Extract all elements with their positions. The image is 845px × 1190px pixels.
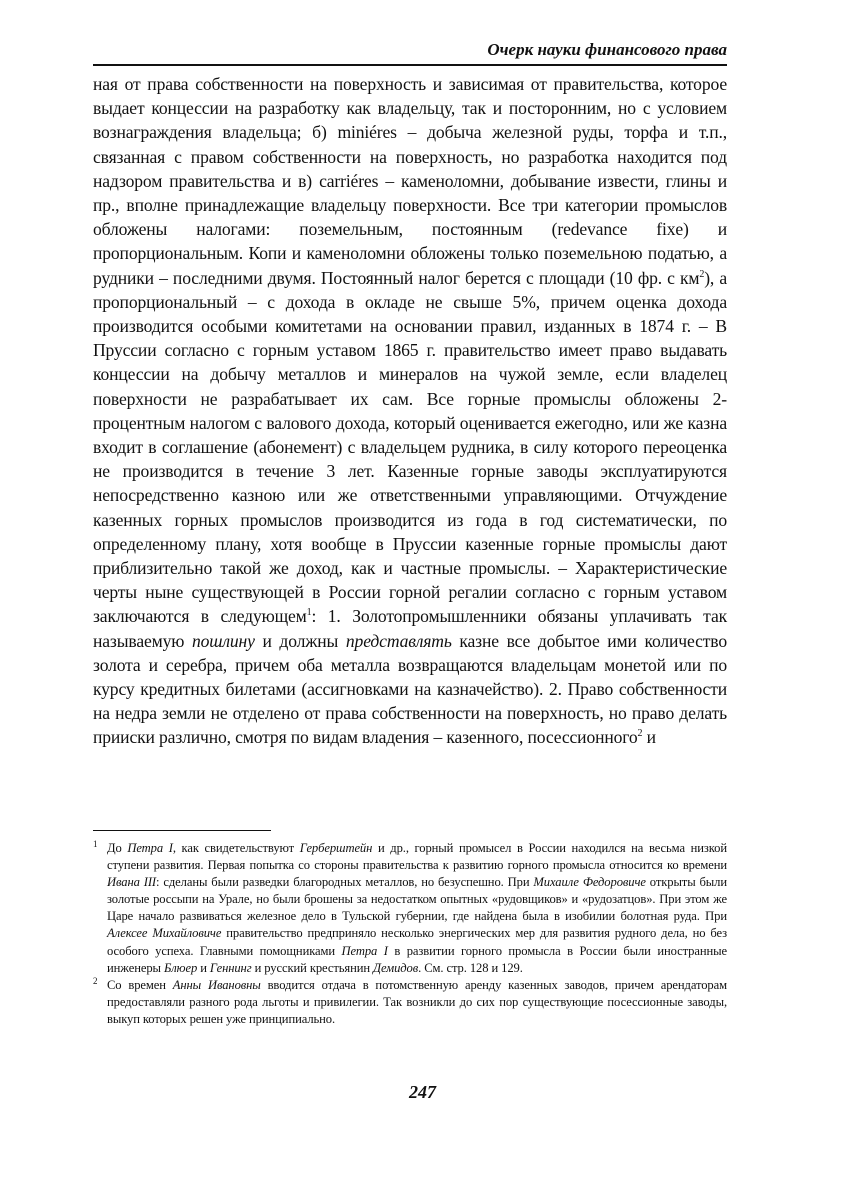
page-number: 247 — [409, 1082, 436, 1102]
footnote-emphasis: Алексее Михайловиче — [107, 926, 222, 941]
footnote-mark: 1 — [93, 839, 98, 849]
footnote-text: правительство предприняло несколько энергических мер для развития рудного дела, но без особого успеха. Главными помощниками — [107, 926, 727, 958]
footnote-text: открыты были золотые россыпи на Урале, но были брошены за недостатком опытных «рудовщиков» и «рудозатцов». При этом же Царе начало развиваться железное дело в Тульской губернии, где найдена была в изобилии болотная руда. При — [107, 875, 727, 924]
footnote-text: До — [107, 841, 128, 855]
body-text: ная от права собственности на поверхность и зависимая от правительства, которое выдает концессии на разработку как владельцу, так и посторонним, но с условием вознаграждения владельца; б) miniéres – добыча железной руды, торфа и т.п., связанная с правом собственности на поверхность, но разработка находится под надзором правительства и в) carriéres – каменоломни, добывание извести, глины и пр., вполне принадлежащие владельцу поверхности. Все три категории промыслов обложены налогами: поземельным, постоянным (redevance fixe) и пропорциональным. Копи и каменоломни обложены только поземельною податью, а рудники – последними двумя. Постоянный налог берется с площади (10 фр. с км — [93, 74, 727, 288]
footnote-emphasis: Анны Ивановны — [172, 977, 261, 992]
body-text: и — [642, 727, 656, 748]
footnote-emphasis: Герберштейн — [299, 841, 373, 855]
emphasis-text: представлять — [345, 630, 452, 651]
body-text: ), а пропорциональный – с дохода в окладе не свыше 5%, причем оценка дохода производится особыми комитетами на основании правил, изданных в 1874 г. – В Пруссии согласно с горным уставом 1865 г. правительство имеет право выдавать концессии на добычу металлов и минералов на чужой земле, если владелец поверхности не разрабатывает их сам. Все горные промыслы обложены 2-процентным налогом с валового дохода, который оценивается ежегодно, или же казна входит в соглашение (абонемент) с владельцем рудника, в силу которого переоценка не производится в течение 3 лет. Казенные горные заводы эксплуатируются непосредственно казною или же ответственными управляющими. Отчуждение казенных горных промыслов производится из года в год систематически, по определенному плану, хотя вообще в Пруссии казенные горные промыслы дают приблизительно такой же доход, как и частные промыслы. – Характеристические черты ныне существующей в России горной регалии согласно с горным уставом заключаются в следующем — [93, 267, 727, 627]
emphasis-text: пошлину — [191, 630, 255, 651]
footnote-1 — [93, 840, 727, 977]
footnote-text: в развитии горного промысла в России были иностранные инженеры — [107, 943, 727, 975]
footnote-text: вводится отдача в потомственную аренду казенных заводов, причем арендаторам предоставляли разного рода льготы и привилегии. Так возникли до сих пор существующие посессионные заводы, выкуп которых решен уже принципиально. — [107, 977, 727, 1026]
footnote-emphasis: Петра I — [127, 841, 173, 855]
footnote-text: Со времен — [107, 977, 173, 992]
footnote-text: : сделаны были разведки благородных металлов, но безуспешно. При — [156, 875, 534, 890]
footnote-text: , как свидетельствуют — [172, 841, 300, 855]
footnotes — [93, 840, 727, 1028]
footnote-divider — [93, 830, 271, 831]
footnote-emphasis: Михаиле Федоровиче — [533, 875, 646, 890]
footnote-ref-1[interactable]: 1 — [306, 607, 312, 619]
body-text: казне все добытое ими количество золота и серебра, причем оба металла возвращаются владельцам монетой или по курсу кредитных билетами (ассигновками на казначейство). 2. Право собственности на недра земли не отделено от права собственности на поверхность, но право делать прииски различно, смотря по видам владения – казенного, посессионного — [93, 630, 727, 748]
footnote-ref-2[interactable]: 2 — [637, 728, 643, 740]
footnote-text: и русский крестьянин — [251, 960, 374, 975]
body-text: : 1. Золотопромышленники обязаны уплачивать так называемую — [93, 606, 727, 651]
footnote-text: . См. стр. 128 и 129. — [418, 960, 523, 975]
footnote-text: и др., горный промысел в России находился на весьма низкой ступени развития. Первая попытка со стороны правительства к развитию горного промысла относится ко времени — [107, 841, 727, 873]
footnote-text: и — [197, 960, 210, 975]
running-head: Очерк науки финансового права — [487, 40, 727, 59]
footnote-emphasis: Блюер — [163, 960, 198, 975]
page-header — [93, 38, 727, 66]
footnote-2 — [93, 977, 727, 1028]
main-text — [93, 72, 727, 750]
footnote-emphasis: Демидов — [373, 960, 419, 975]
superscript-km2: 2 — [699, 268, 705, 280]
footnote-emphasis: Петра I — [341, 943, 388, 958]
footnote-emphasis: Ивана III — [107, 875, 157, 890]
body-text: и должны — [254, 630, 346, 651]
footnote-emphasis: Геннинг — [209, 960, 252, 975]
body-paragraph — [93, 72, 727, 750]
footnote-mark: 2 — [93, 975, 98, 986]
